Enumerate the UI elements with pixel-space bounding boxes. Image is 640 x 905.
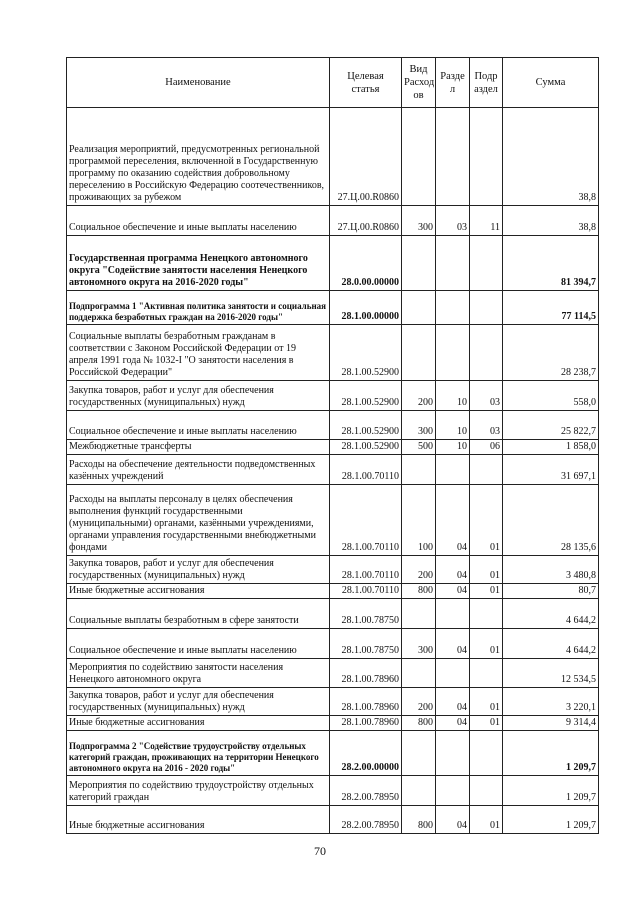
row-expense-type: 800	[402, 584, 436, 599]
table-row	[67, 440, 599, 455]
row-subsection: 01	[470, 584, 503, 599]
row-expense-type: 500	[402, 440, 436, 455]
row-expense-type	[402, 108, 436, 206]
row-expense-type	[402, 291, 436, 325]
row-expense-type: 300	[402, 206, 436, 236]
row-name: Закупка товаров, работ и услуг для обеспечения государственных (муниципальных) нужд	[67, 556, 330, 584]
header-target: Целевая статья	[330, 58, 402, 108]
row-subsection	[470, 659, 503, 688]
row-target-code: 28.1.00.78960	[330, 659, 402, 688]
row-sum: 4 644,2	[503, 629, 599, 659]
row-expense-type	[402, 776, 436, 806]
row-subsection: 03	[470, 411, 503, 440]
row-sum: 38,8	[503, 206, 599, 236]
row-section	[436, 731, 470, 776]
row-sum: 31 697,1	[503, 455, 599, 485]
row-section	[436, 325, 470, 381]
row-section	[436, 108, 470, 206]
row-sum: 558,0	[503, 381, 599, 411]
row-target-code: 28.0.00.00000	[330, 236, 402, 291]
row-expense-type: 100	[402, 485, 436, 556]
row-name: Социальное обеспечение и иные выплаты населению	[67, 629, 330, 659]
row-sum: 1 209,7	[503, 776, 599, 806]
table-row	[67, 485, 599, 556]
row-expense-type	[402, 455, 436, 485]
table-row	[67, 236, 599, 291]
row-sum: 80,7	[503, 584, 599, 599]
row-target-code: 27.Ц.00.R0860	[330, 108, 402, 206]
row-subsection	[470, 236, 503, 291]
row-name: Межбюджетные трансферты	[67, 440, 330, 455]
row-subsection: 03	[470, 381, 503, 411]
row-name: Государственная программа Ненецкого автономного округа "Содействие занятости населения Ненецкого автономного округа на 2016-2020 годы"	[67, 236, 330, 291]
row-expense-type: 200	[402, 688, 436, 716]
row-section	[436, 291, 470, 325]
table-row	[67, 206, 599, 236]
table-row	[67, 584, 599, 599]
row-section: 04	[436, 556, 470, 584]
row-section: 04	[436, 716, 470, 731]
row-target-code: 28.1.00.70110	[330, 485, 402, 556]
row-name: Расходы на обеспечение деятельности подведомственных казённых учреждений	[67, 455, 330, 485]
row-sum: 12 534,5	[503, 659, 599, 688]
row-subsection	[470, 599, 503, 629]
row-name: Социальное обеспечение и иные выплаты населению	[67, 206, 330, 236]
row-subsection	[470, 108, 503, 206]
table-header-row	[67, 58, 599, 108]
table-row	[67, 776, 599, 806]
row-target-code: 28.2.00.78950	[330, 776, 402, 806]
row-target-code: 28.1.00.70110	[330, 584, 402, 599]
row-sum: 4 644,2	[503, 599, 599, 629]
table-row	[67, 731, 599, 776]
row-section: 10	[436, 411, 470, 440]
row-target-code: 28.1.00.52900	[330, 440, 402, 455]
row-name: Иные бюджетные ассигнования	[67, 716, 330, 731]
row-subsection: 01	[470, 629, 503, 659]
table-row	[67, 291, 599, 325]
row-name: Закупка товаров, работ и услуг для обеспечения государственных (муниципальных) нужд	[67, 688, 330, 716]
row-target-code: 28.1.00.78750	[330, 599, 402, 629]
row-expense-type: 800	[402, 806, 436, 834]
row-name: Расходы на выплаты персоналу в целях обеспечения выполнения функций государственными (муниципальными) органами, казёнными учреждениями, органами управления государственными внебюджетными фондами	[67, 485, 330, 556]
table-row	[67, 381, 599, 411]
row-name: Мероприятия по содействию трудоустройству отдельных категорий граждан	[67, 776, 330, 806]
row-subsection	[470, 731, 503, 776]
row-sum: 9 314,4	[503, 716, 599, 731]
page-number: 70	[314, 844, 326, 858]
row-expense-type	[402, 325, 436, 381]
row-subsection: 01	[470, 716, 503, 731]
row-sum: 28 238,7	[503, 325, 599, 381]
row-name: Подпрограмма 1 "Активная политика занятости и социальная поддержка безработных граждан на 2016-2020 годы"	[67, 291, 330, 325]
row-target-code: 28.1.00.70110	[330, 556, 402, 584]
header-subsection: Подр аздел	[470, 58, 503, 108]
row-expense-type: 200	[402, 381, 436, 411]
row-target-code: 28.1.00.52900	[330, 381, 402, 411]
row-name: Социальные выплаты безработным в сфере занятости	[67, 599, 330, 629]
row-target-code: 27.Ц.00.R0860	[330, 206, 402, 236]
row-target-code: 28.2.00.00000	[330, 731, 402, 776]
row-section: 04	[436, 584, 470, 599]
header-sum: Сумма	[503, 58, 599, 108]
row-section: 10	[436, 381, 470, 411]
table-row	[67, 599, 599, 629]
row-expense-type: 800	[402, 716, 436, 731]
row-section: 04	[436, 806, 470, 834]
header-section: Разде л	[436, 58, 470, 108]
row-target-code: 28.1.00.52900	[330, 411, 402, 440]
table-body	[67, 108, 599, 834]
row-subsection	[470, 325, 503, 381]
row-section: 03	[436, 206, 470, 236]
row-subsection: 01	[470, 485, 503, 556]
row-target-code: 28.2.00.78950	[330, 806, 402, 834]
budget-table	[66, 57, 599, 834]
row-section: 04	[436, 688, 470, 716]
row-subsection	[470, 455, 503, 485]
row-target-code: 28.1.00.52900	[330, 325, 402, 381]
table-row	[67, 411, 599, 440]
row-sum: 28 135,6	[503, 485, 599, 556]
row-section	[436, 599, 470, 629]
row-subsection: 01	[470, 688, 503, 716]
row-expense-type: 300	[402, 411, 436, 440]
row-sum: 3 480,8	[503, 556, 599, 584]
row-name: Социальное обеспечение и иные выплаты населению	[67, 411, 330, 440]
row-section	[436, 776, 470, 806]
row-sum: 3 220,1	[503, 688, 599, 716]
row-target-code: 28.1.00.78960	[330, 688, 402, 716]
table-row	[67, 556, 599, 584]
row-target-code: 28.1.00.00000	[330, 291, 402, 325]
row-subsection: 01	[470, 806, 503, 834]
row-section: 10	[436, 440, 470, 455]
header-name: Наименование	[67, 58, 330, 108]
row-name: Подпрограмма 2 "Содействие трудоустройству отдельных категорий граждан, проживающих на территории Ненецкого автономного округа на 2016 - 2020 годы"	[67, 731, 330, 776]
table-row	[67, 455, 599, 485]
row-sum: 1 209,7	[503, 731, 599, 776]
row-expense-type: 300	[402, 629, 436, 659]
header-type: Вид Расход ов	[402, 58, 436, 108]
row-target-code: 28.1.00.78960	[330, 716, 402, 731]
table-row	[67, 659, 599, 688]
row-name: Социальные выплаты безработным гражданам в соответствии с Законом Российской Федерации от 19 апреля 1991 года № 1032-I "О занятости населения в Российской Федерации"	[67, 325, 330, 381]
row-expense-type	[402, 236, 436, 291]
row-name: Иные бюджетные ассигнования	[67, 806, 330, 834]
row-subsection: 01	[470, 556, 503, 584]
table-row	[67, 108, 599, 206]
row-subsection: 11	[470, 206, 503, 236]
row-sum: 25 822,7	[503, 411, 599, 440]
row-target-code: 28.1.00.70110	[330, 455, 402, 485]
row-sum: 1 858,0	[503, 440, 599, 455]
row-section	[436, 659, 470, 688]
table-row	[67, 325, 599, 381]
row-section	[436, 236, 470, 291]
row-name: Иные бюджетные ассигнования	[67, 584, 330, 599]
row-target-code: 28.1.00.78750	[330, 629, 402, 659]
table-row	[67, 688, 599, 716]
row-name: Реализация мероприятий, предусмотренных региональной программой переселения, включенной в Государственную программу по оказанию содействия добровольному переселению в Российскую Федерацию соотечественников, проживающих за рубежом	[67, 108, 330, 206]
row-section: 04	[436, 629, 470, 659]
row-sum: 38,8	[503, 108, 599, 206]
row-expense-type	[402, 599, 436, 629]
row-name: Мероприятия по содействию занятости населения Ненецкого автономного округа	[67, 659, 330, 688]
row-section: 04	[436, 485, 470, 556]
row-subsection	[470, 776, 503, 806]
row-expense-type	[402, 731, 436, 776]
row-name: Закупка товаров, работ и услуг для обеспечения государственных (муниципальных) нужд	[67, 381, 330, 411]
row-sum: 1 209,7	[503, 806, 599, 834]
row-subsection	[470, 291, 503, 325]
row-section	[436, 455, 470, 485]
row-subsection: 06	[470, 440, 503, 455]
table-row	[67, 806, 599, 834]
table-row	[67, 716, 599, 731]
table-row	[67, 629, 599, 659]
row-expense-type	[402, 659, 436, 688]
row-sum: 81 394,7	[503, 236, 599, 291]
row-expense-type: 200	[402, 556, 436, 584]
row-sum: 77 114,5	[503, 291, 599, 325]
